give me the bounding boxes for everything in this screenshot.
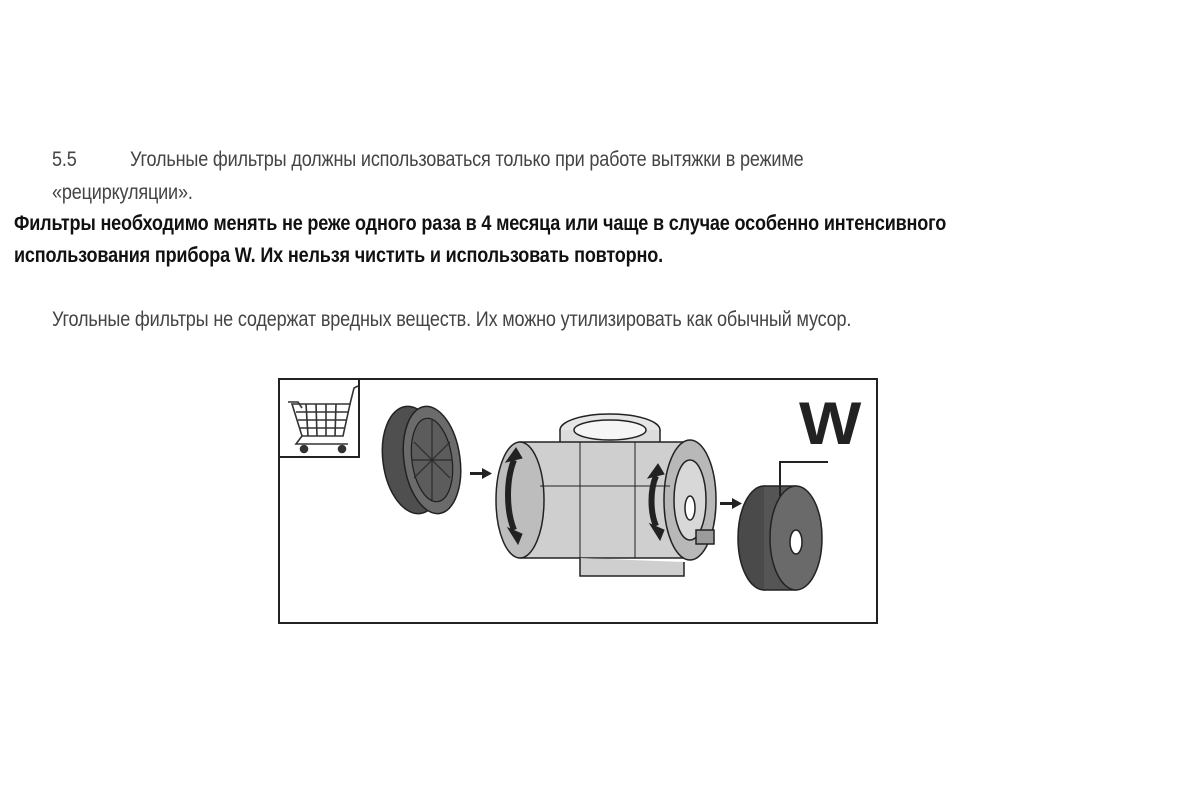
section-text-line-2: «рециркуляции». xyxy=(52,181,193,204)
callout-label-w: W xyxy=(799,390,862,457)
warning-line-1: Фильтры необходимо менять не реже одного раза в 4 месяца или чаще в случае особенно интенсивного xyxy=(14,212,947,235)
purchase-icon-frame xyxy=(280,380,360,458)
illustration-drawing xyxy=(280,380,876,622)
arrow-icon xyxy=(720,498,742,509)
motor-unit xyxy=(496,414,716,576)
carbon-filter-left xyxy=(376,402,467,517)
arrow-icon xyxy=(470,468,492,479)
disposal-info: Угольные фильтры не содержат вредных веществ. Их можно утилизировать как обычный мусор. xyxy=(52,308,852,331)
carbon-filter-right xyxy=(738,486,822,590)
filter-replacement-illustration xyxy=(278,378,878,624)
section-number: 5.5 xyxy=(52,148,77,171)
warning-line-2: использования прибора W. Их нельзя чистить и использовать повторно. xyxy=(14,244,663,267)
section-text-line-1: Угольные фильтры должны использоваться только при работе вытяжки в режиме xyxy=(130,148,804,171)
